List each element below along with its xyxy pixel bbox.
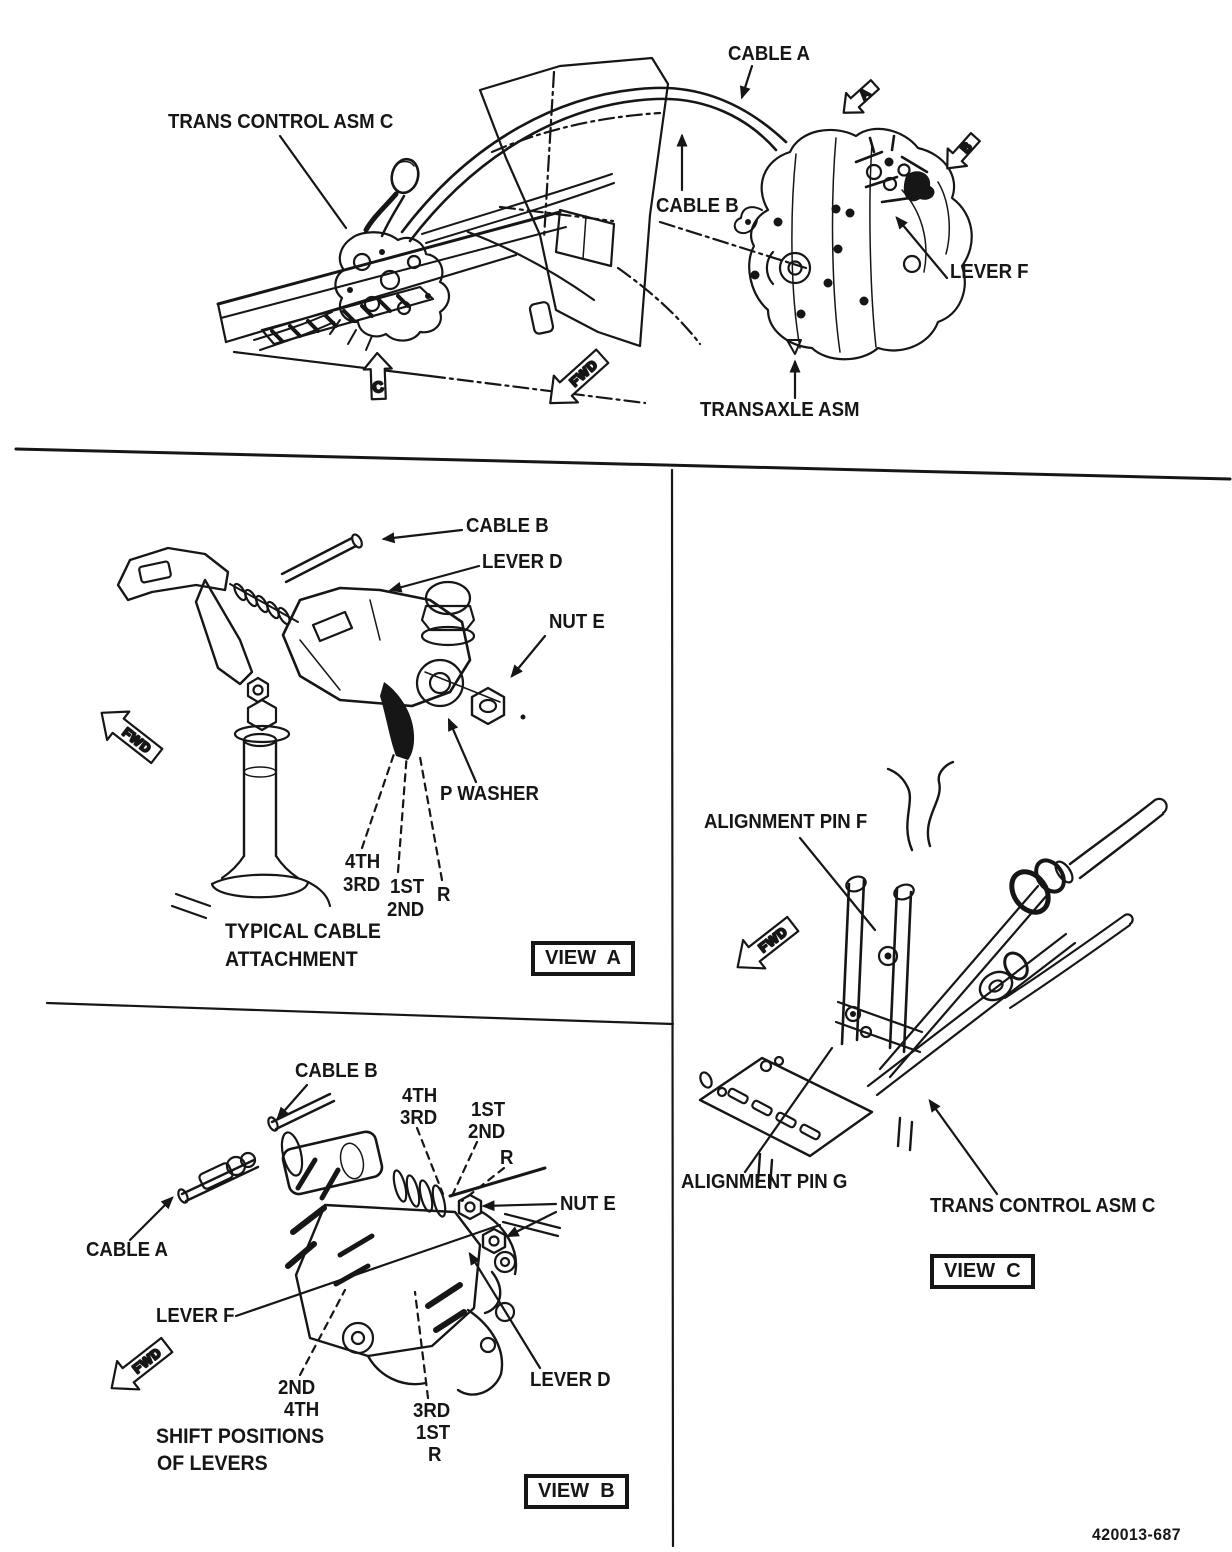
leader-4th-3rd: [362, 748, 396, 848]
label-b-low-r: R: [428, 1444, 442, 1466]
pedestal-post: [172, 734, 330, 918]
cable-b-rod: [266, 1094, 334, 1132]
label-c-alignment-pin-f: ALIGNMENT PIN F: [704, 811, 868, 833]
nut-lower: [483, 1229, 505, 1253]
console-floor-lines: [218, 210, 700, 403]
label-b-pos-1st: 1ST: [471, 1099, 506, 1121]
caption-shift-positions: SHIFT POSITIONS: [156, 1425, 325, 1448]
arrow-a-letter: A: [855, 85, 873, 103]
view-direction-arrow-a: [835, 75, 884, 122]
cable-b-rod: [282, 533, 364, 582]
label-cable-b: CABLE B: [656, 195, 739, 217]
label-b-lever-d: LEVER D: [530, 1369, 611, 1391]
fwd-arrow-top: [538, 343, 614, 417]
leader-trans-control: [930, 1101, 997, 1194]
arrow-c-letter: C: [371, 378, 386, 397]
label-a-pos-2nd: 2ND: [387, 899, 425, 921]
linkage-body: [278, 1130, 560, 1253]
label-b-low-2nd: 2ND: [278, 1377, 316, 1399]
fwd-top-label: FWD: [566, 356, 601, 390]
mount-bracket: [288, 1160, 516, 1395]
label-c-trans-control-asm: TRANS CONTROL ASM C: [930, 1195, 1156, 1217]
leader-cable-b: [384, 530, 462, 539]
leader-r: [420, 757, 442, 880]
view-a-tag: VIEW A: [531, 941, 635, 976]
leader-trans-control: [280, 136, 346, 228]
transaxle-outline: [735, 129, 975, 359]
leader-up-r: [462, 1168, 504, 1201]
label-transaxle-asm: TRANSAXLE ASM: [700, 399, 860, 421]
nut-upper: [459, 1195, 481, 1219]
label-trans-control-asm-c: TRANS CONTROL ASM C: [168, 111, 394, 133]
fwd-view-b-label: FWD: [129, 1344, 165, 1377]
label-a-lever-d: LEVER D: [482, 551, 563, 573]
panel-dividers: [16, 449, 1230, 1546]
leader-cable-b-dashdot: [660, 222, 806, 268]
label-b-low-1st: 1ST: [416, 1422, 451, 1444]
control-rods: [868, 886, 1075, 1095]
label-cable-a: CABLE A: [728, 43, 810, 65]
fwd-arrow-view-a: [91, 699, 168, 770]
caption-of-levers: OF LEVERS: [157, 1452, 268, 1475]
leader-nut-e: [512, 636, 545, 676]
cable-a-rod: [176, 1153, 258, 1204]
label-b-nut-e: NUT E: [560, 1193, 616, 1215]
fwd-arrow-view-c: [727, 910, 804, 981]
label-b-pos-3rd: 3RD: [400, 1107, 438, 1129]
label-b-pos-4th: 4TH: [402, 1085, 438, 1107]
label-a-p-washer: P WASHER: [440, 783, 539, 805]
label-a-pos-3rd: 3RD: [343, 874, 381, 896]
post-fasteners: [235, 678, 289, 742]
label-a-pos-4th: 4TH: [345, 851, 381, 873]
label-b-cable-b: CABLE B: [295, 1060, 378, 1082]
leader-low-2nd-4th: [300, 1290, 345, 1375]
view-direction-arrow-b: [938, 128, 985, 177]
leader-p-washer: [449, 720, 476, 782]
strap-bracket: [118, 548, 252, 684]
label-b-low-3rd: 3RD: [413, 1400, 451, 1422]
cable-bushings: [975, 855, 1076, 1006]
bracket-dome-nut: [422, 582, 474, 645]
label-b-low-4th: 4TH: [284, 1399, 320, 1421]
control-bracket-uprights: [836, 762, 953, 1052]
leader-cable-a: [742, 66, 752, 97]
label-b-pos-2nd: 2ND: [468, 1121, 506, 1143]
fwd-arrow-view-b: [101, 1331, 178, 1402]
view-a-art: [91, 530, 545, 918]
fwd-view-c-label: FWD: [755, 923, 791, 956]
label-b-lever-f: LEVER F: [156, 1305, 235, 1327]
view-b-tag: VIEW B: [524, 1474, 629, 1509]
label-a-pos-1st: 1ST: [390, 876, 425, 898]
view-c-tag: VIEW C: [930, 1254, 1035, 1289]
fwd-view-a-label: FWD: [119, 724, 155, 757]
arrow-b-letter: B: [957, 139, 975, 157]
label-b-pos-r: R: [500, 1147, 514, 1169]
leader-nut-e-1: [484, 1204, 556, 1206]
caption-attachment: ATTACHMENT: [225, 948, 358, 971]
label-c-alignment-pin-g: ALIGNMENT PIN G: [681, 1171, 848, 1193]
leader-lever-d: [391, 566, 479, 590]
figure-number: 420013-687: [1092, 1525, 1182, 1544]
label-b-cable-a: CABLE A: [86, 1239, 168, 1261]
label-a-pos-r: R: [437, 884, 451, 906]
sill-hatch-strip: [262, 287, 433, 344]
lever-f-cluster: [856, 136, 935, 202]
label-a-nut-e: NUT E: [549, 611, 605, 633]
threaded-rod: [230, 582, 298, 626]
caption-typical-cable: TYPICAL CABLE: [225, 920, 381, 943]
label-a-cable-b: CABLE B: [466, 515, 549, 537]
nut-e-part: [425, 672, 526, 724]
shift-lever: [366, 156, 422, 236]
label-lever-f: LEVER F: [950, 261, 1029, 283]
leader-1st-2nd: [398, 752, 407, 872]
leader-cable-a: [130, 1198, 172, 1240]
